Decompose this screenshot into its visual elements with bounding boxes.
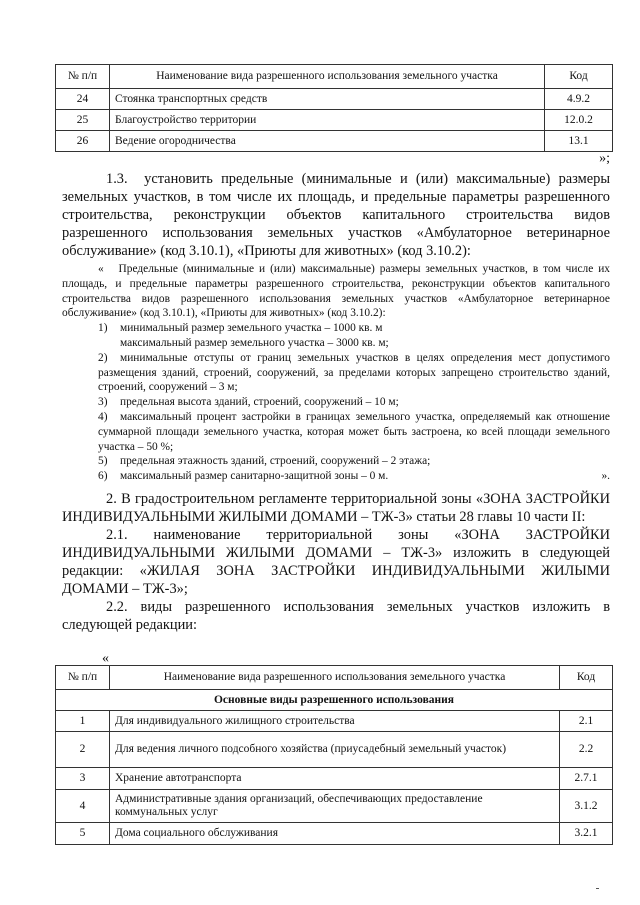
row-name: Для ведения личного подсобного хозяйства (приусадебный земельный участок) xyxy=(110,732,560,768)
row-name: Стоянка транспортных средств xyxy=(110,89,545,110)
row-name: Для индивидуального жилищного строительства xyxy=(110,711,560,732)
quote-end: ». xyxy=(601,470,610,483)
row-num: 3 xyxy=(56,768,110,790)
permitted-use-table-top xyxy=(55,64,613,152)
row-code: 13.1 xyxy=(545,131,613,152)
row-code: 2.1 xyxy=(560,711,613,732)
row-num: 25 xyxy=(56,110,110,131)
table-row xyxy=(56,711,613,732)
row-num: 2 xyxy=(56,732,110,768)
col-header-name: Наименование вида разрешенного использования земельного участка xyxy=(110,666,560,690)
table-row xyxy=(56,823,613,845)
table-row xyxy=(56,110,613,131)
col-header-code: Код xyxy=(545,65,613,89)
row-name: Ведение огородничества xyxy=(110,131,545,152)
col-header-name: Наименование вида разрешенного использования земельного участка xyxy=(110,65,545,89)
item-number: 3) xyxy=(98,396,108,409)
row-num: 1 xyxy=(56,711,110,732)
item-text: максимальный размер санитарно-защитной зоны – 0 м. xyxy=(120,470,389,483)
paragraph-2: 2. В градостроительном регламенте территориальной зоны «ЗОНА ЗАСТРОЙКИ ИНДИВИДУАЛЬНЫМИ ЖИЛЫМИ ДОМАМИ – ТЖ-3» статьи 28 главы 10 части II: xyxy=(62,491,610,525)
table-row xyxy=(56,89,613,110)
row-code: 12.0.2 xyxy=(545,110,613,131)
row-code: 3.1.2 xyxy=(560,790,613,823)
quote-item-1 xyxy=(62,321,610,336)
row-code: 2.2 xyxy=(560,732,613,768)
table-row xyxy=(56,768,613,790)
item-number: 5) xyxy=(98,455,108,468)
opening-quote: « xyxy=(102,651,109,666)
quote-item-3 xyxy=(62,395,610,410)
row-code: 2.7.1 xyxy=(560,768,613,790)
col-header-num: № п/п xyxy=(56,666,110,690)
row-num: 4 xyxy=(56,790,110,823)
row-num: 26 xyxy=(56,131,110,152)
quote-item-2 xyxy=(62,351,610,395)
item-number: 6) xyxy=(98,470,108,483)
row-name: Хранение автотранспорта xyxy=(110,768,560,790)
item-text: максимальный процент застройки в границах земельного участка, определяемый как отношение суммарной площади земельного участка, которая может быть застроена, ко всей площади земельного участка – 50 %; xyxy=(98,410,610,453)
row-num: 5 xyxy=(56,823,110,845)
quote-intro: « Предельные (минимальные и (или) максимальные) размеры земельных участков, в том числе их площадь, и предельные параметры разрешенного строительства, реконструкции объектов капитального строительства видов разрешенного использования земельных участков «Амбулаторное ветеринарное обслуживание» (код 3.10.1), «Приюты для животных» (код 3.10.2): xyxy=(62,263,610,320)
section-heading: Основные виды разрешенного использования xyxy=(56,690,613,711)
table-row xyxy=(56,131,613,152)
row-num: 24 xyxy=(56,89,110,110)
row-code: 3.2.1 xyxy=(560,823,613,845)
row-name: Административные здания организаций, обеспечивающих предоставление коммунальных услуг xyxy=(110,790,560,823)
table-row xyxy=(56,790,613,823)
scan-mark xyxy=(596,888,599,889)
table-header-row xyxy=(56,65,613,89)
quote-item-6 xyxy=(62,469,610,484)
permitted-use-table-bottom xyxy=(55,665,613,845)
quote-item-4 xyxy=(62,410,610,454)
paragraph-2-1: 2.1. наименование территориальной зоны «ЗОНА ЗАСТРОЙКИ ИНДИВИДУАЛЬНЫМИ ЖИЛЫМИ ДОМАМИ – ТЖ-3» изложить в следующей редакции: «ЖИЛАЯ ЗОНА ЗАСТРОЙКИ ИНДИВИДУАЛЬНЫМИ ЖИЛЫМИ ДОМАМИ – ТЖ-3»; xyxy=(62,527,610,597)
item-number: 1) xyxy=(98,322,108,335)
col-header-num: № п/п xyxy=(56,65,110,89)
row-code: 4.9.2 xyxy=(545,89,613,110)
table-header-row xyxy=(56,666,613,690)
row-name: Благоустройство территории xyxy=(110,110,545,131)
item-number: 4) xyxy=(98,410,108,423)
item-text: предельная этажность зданий, строений, сооружений – 2 этажа; xyxy=(120,455,431,468)
row-name: Дома социального обслуживания xyxy=(110,823,560,845)
col-header-code: Код xyxy=(560,666,613,690)
item-text: минимальный размер земельного участка – 1000 кв. м xyxy=(120,322,383,335)
item-text: минимальные отступы от границ земельных участков в целях определения мест допустимого размещения зданий, строений, сооружений, за пределами которых запрещено строительство зданий, строений, сооружений – 3 м; xyxy=(98,351,610,394)
paragraph-1-3: 1.3. установить предельные (минимальные и (или) максимальные) размеры земельных участков, в том числе их площадь, и предельные параметры разрешенного строительства, реконструкции объектов капитального строительства видов разрешенного использования земельных участков «Амбулаторное ветеринарное обслуживание» (код 3.10.1), «Приюты для животных» (код 3.10.2): xyxy=(62,171,610,259)
item-number: 2) xyxy=(98,351,108,364)
table-row xyxy=(56,732,613,768)
section-2 xyxy=(62,490,610,634)
item-text: предельная высота зданий, строений, сооружений – 10 м; xyxy=(120,396,399,409)
table-section-row xyxy=(56,690,613,711)
quoted-parameters xyxy=(62,262,610,484)
paragraph-2-2: 2.2. виды разрешенного использования земельных участков изложить в следующей редакции: xyxy=(62,599,610,633)
quote-item-5 xyxy=(62,454,610,469)
section-1-3 xyxy=(62,170,610,260)
quote-item-1-continuation: максимальный размер земельного участка – 3000 кв. м; xyxy=(120,336,389,349)
table-closing-quote: »; xyxy=(599,151,610,166)
